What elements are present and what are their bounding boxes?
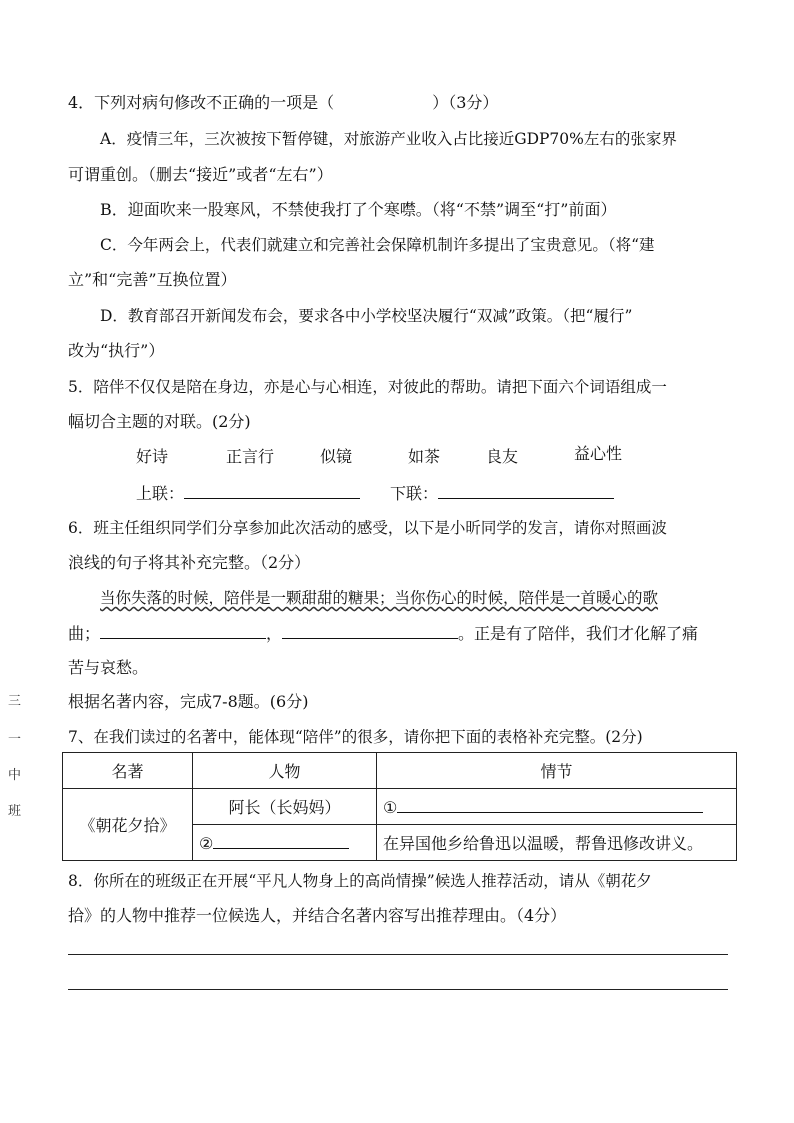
q6-fill-line: 曲； ， 。正是有了陪伴，我们才化解了痛 [68, 624, 699, 643]
answer-line-2[interactable] [68, 989, 728, 990]
q5-word-3: 似镜 [320, 447, 353, 466]
q4-option-c-line1: C．今年两会上，代表们就建立和完善社会保障机制许多提出了宝贵意见。（将“建 [100, 236, 655, 254]
q8-line1: 8．你所在的班级正在开展“平凡人物身上的高尚情操”候选人推荐活动，请从《朝花夕 [68, 872, 652, 890]
margin-mark-3: 中 [8, 768, 22, 783]
q6-line1: 6．班主任组织同学们分享参加此次活动的感受，以下是小昕同学的发言，请你对照画波 [68, 519, 667, 537]
table-row [63, 789, 737, 825]
q6-blank-1[interactable] [100, 622, 266, 639]
answer-line-1[interactable] [68, 954, 728, 955]
section-instruction: 根据名著内容，完成7-8题。(6分) [68, 692, 309, 711]
margin-mark-1: 三 [8, 694, 22, 709]
person-2-blank[interactable] [213, 832, 349, 849]
header-book: 名著 [63, 753, 193, 789]
q6-line2: 浪线的句子将其补充完整。（2分） [68, 553, 311, 572]
header-person: 人物 [193, 753, 377, 789]
works-table [62, 752, 737, 861]
upper-couplet-blank[interactable] [184, 482, 360, 499]
person-1-cell: 阿长（长妈妈） [193, 789, 377, 825]
q6-wavy-sentence: 当你失落的时候，陪伴是一颗甜甜的糖果；当你伤心的时候，陪伴是一首暖心的歌 [100, 589, 659, 607]
circled-number-1: ① [383, 798, 398, 817]
q8-line2: 拾》的人物中推荐一位候选人，并结合名著内容写出推荐理由。（4分） [68, 906, 567, 925]
margin-mark-2: 一 [8, 732, 22, 747]
margin-mark-4: 班 [8, 804, 22, 819]
circled-number-2: ② [199, 834, 214, 853]
table-header-row [63, 753, 737, 789]
plot-2-cell: 在异国他乡给鲁迅以温暖，帮鲁迅修改讲义。 [377, 825, 737, 861]
plot-1-blank[interactable] [397, 796, 703, 813]
q4-option-a-line2: 可谓重创。（删去“接近”或者“左右”） [68, 165, 333, 184]
person-2-cell [193, 825, 377, 861]
q5-word-5: 良友 [486, 447, 519, 466]
q7-line: 7、在我们读过的名著中，能体现“陪伴”的很多，请你把下面的表格补充完整。(2分) [68, 728, 643, 746]
q4-stem: 4．下列对病句修改不正确的一项是（ ）（3分） [68, 93, 499, 112]
q5-word-1: 好诗 [136, 447, 169, 466]
q5-word-2: 正言行 [226, 447, 275, 466]
q5-lower-couplet: 下联： [390, 482, 614, 505]
q5-upper-couplet: 上联： [136, 482, 360, 505]
q4-option-a-line1: A．疫情三年，三次被按下暂停键，对旅游产业收入占比接近GDP70%左右的张家界 [100, 130, 677, 148]
plot-1-cell [377, 789, 737, 825]
q5-line2: 幅切合主题的对联。(2分) [68, 412, 251, 431]
q5-word-4: 如茶 [408, 447, 441, 466]
q5-word-6: 益心性 [574, 444, 623, 463]
q4-option-d-line2: 改为“执行”） [68, 341, 165, 360]
q5-line1: 5．陪伴不仅仅是陪在身边，亦是心与心相连，对彼此的帮助。请把下面六个词语组成一 [68, 378, 667, 396]
q6-blank-2[interactable] [282, 622, 458, 639]
header-plot: 情节 [377, 753, 737, 789]
q4-option-c-line2: 立”和“完善”互换位置） [68, 270, 237, 289]
q4-option-d-line1: D．教育部召开新闻发布会，要求各中小学校坚决履行“双减”政策。（把“履行” [100, 307, 633, 325]
lower-couplet-blank[interactable] [438, 482, 614, 499]
q6-line5: 苦与哀愁。 [68, 658, 149, 677]
book-cell: 《朝花夕拾》 [63, 789, 193, 861]
q4-option-b: B．迎面吹来一股寒风，不禁使我打了个寒噤。（将“不禁”调至“打”前面） [100, 200, 617, 219]
